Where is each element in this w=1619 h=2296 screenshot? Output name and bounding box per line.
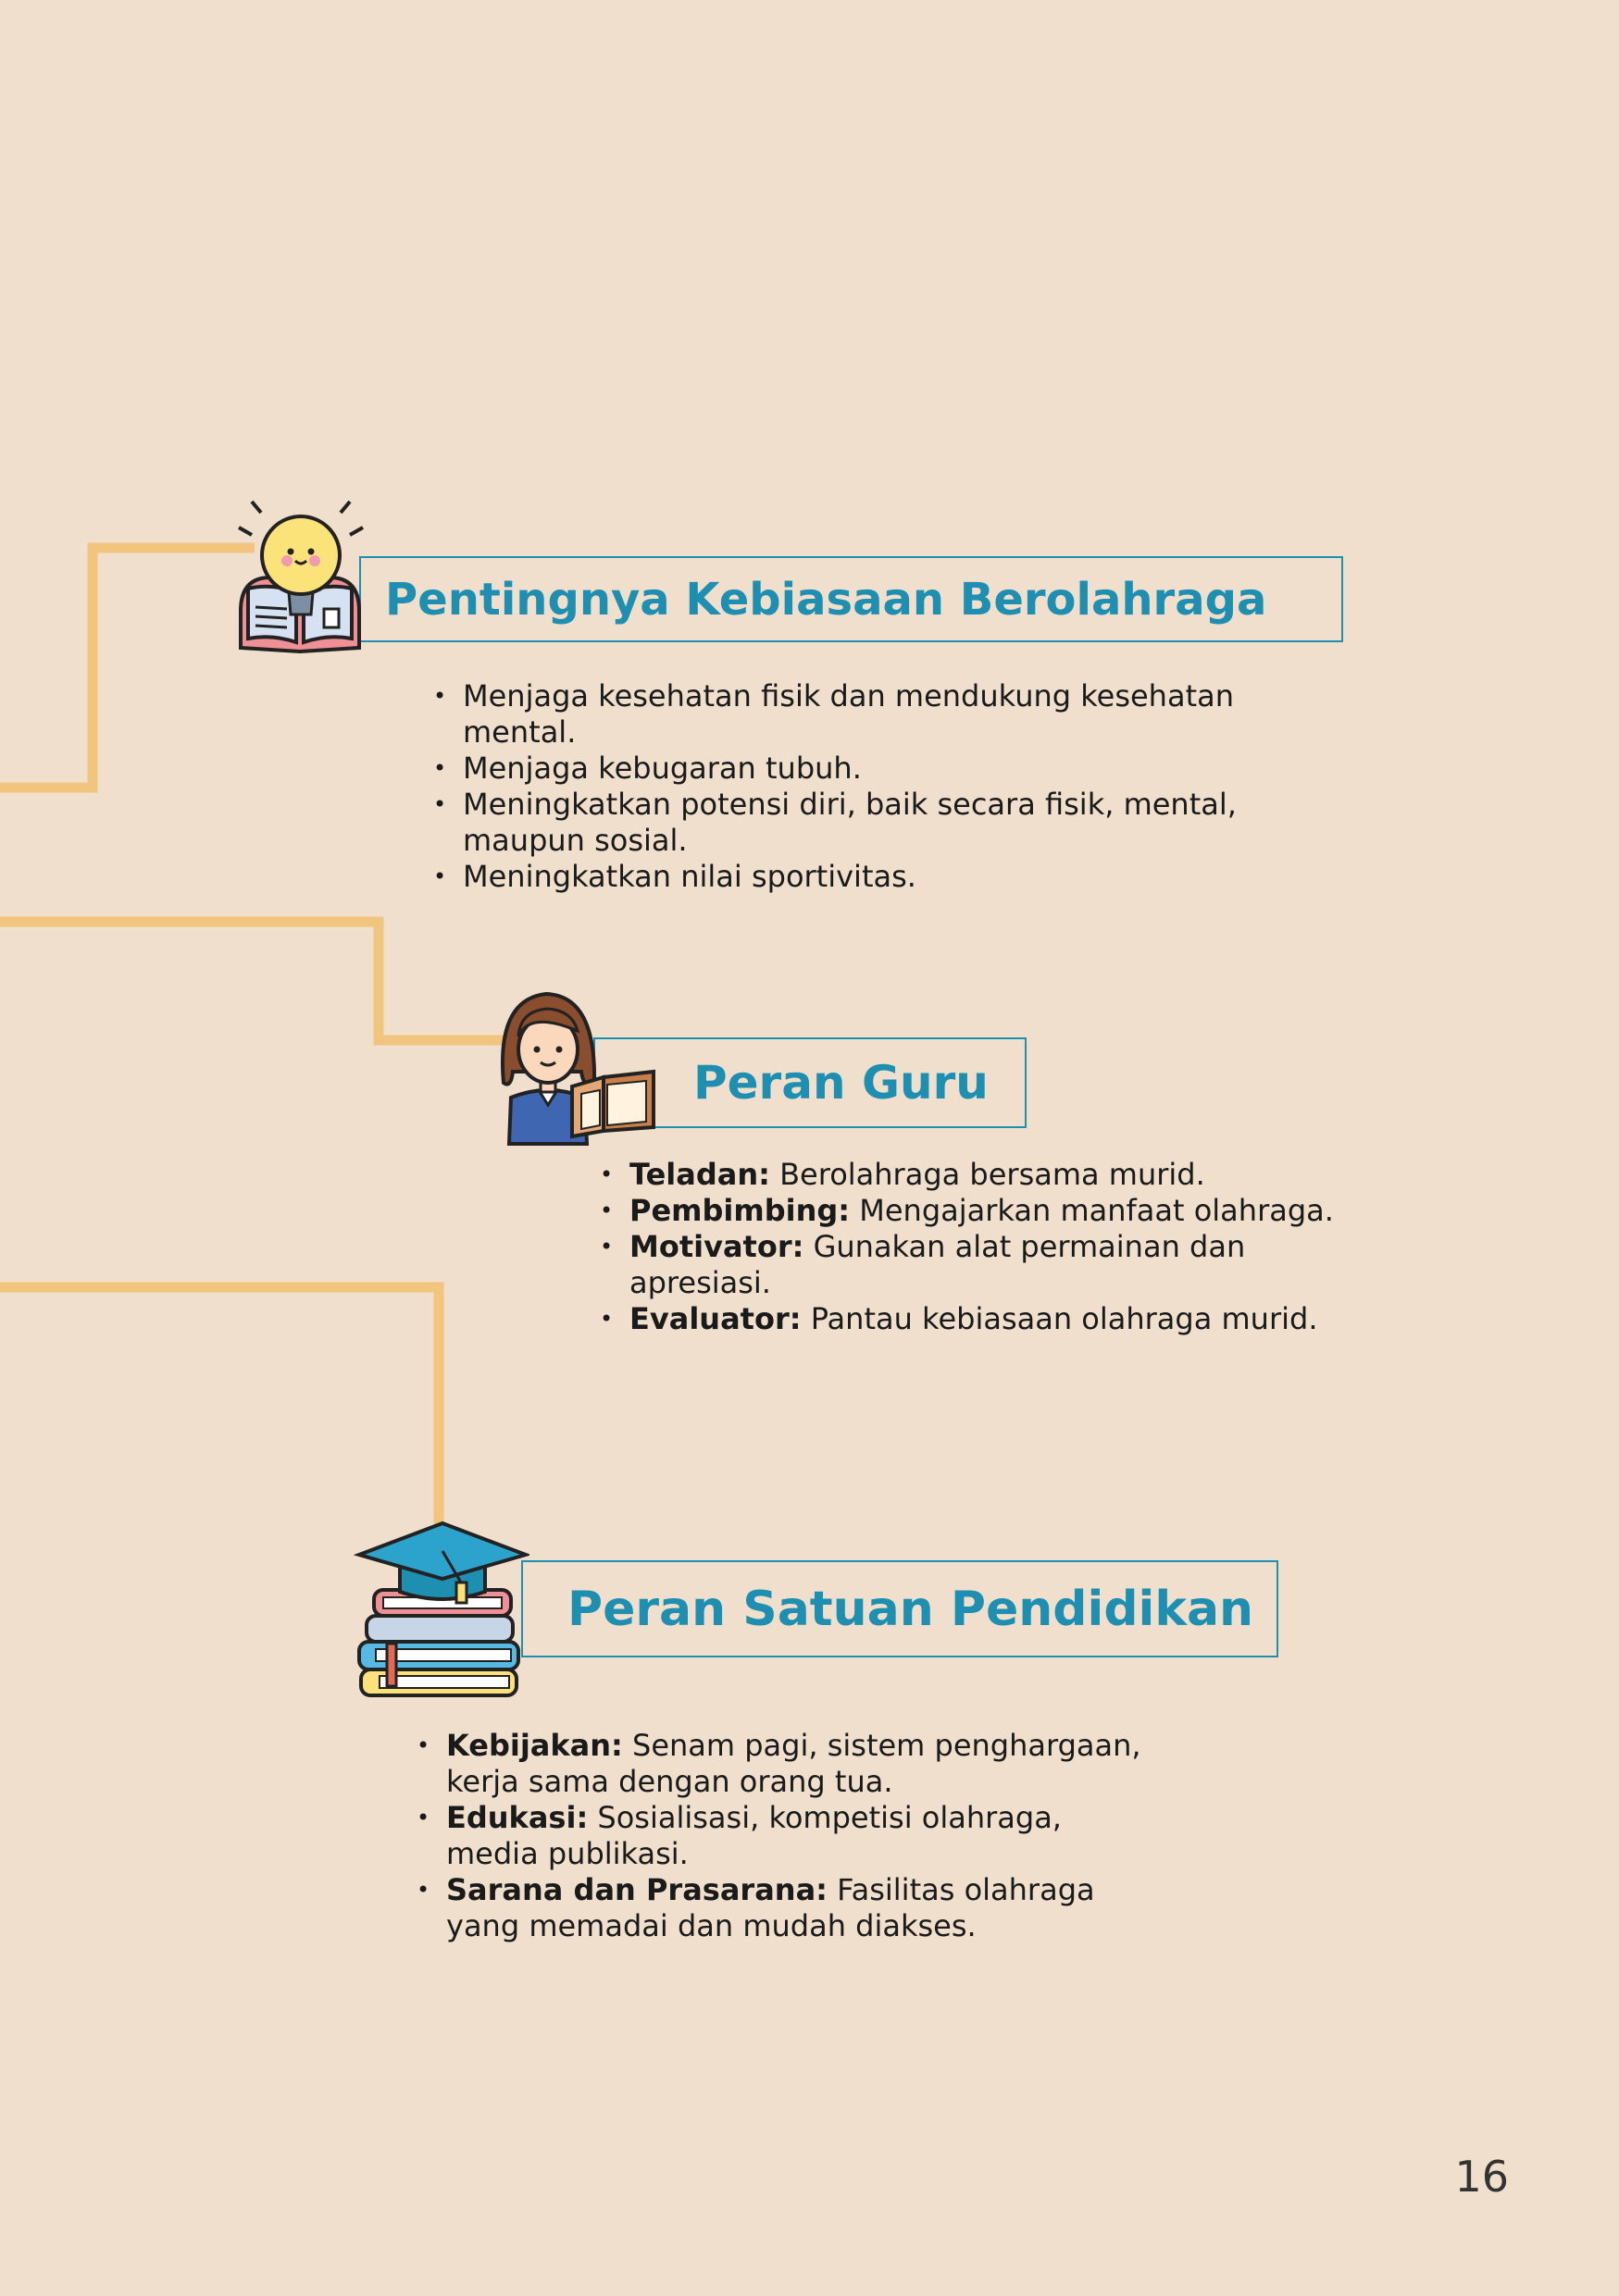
section-2-bullet-1: • Teladan: Berolahraga bersama murid. — [598, 1157, 1334, 1193]
section-1-bullet-4: • Meningkatkan nilai sportivitas. — [431, 859, 1237, 895]
teacher-reading-icon — [492, 987, 661, 1151]
section-1-bullets — [431, 678, 1237, 895]
section-3-bullet-3: • Sarana dan Prasarana: Fasilitas olahraga yang memadai dan mudah diakses. — [415, 1872, 1141, 1944]
section-3-title-box — [521, 1560, 1278, 1657]
section-1-title-box — [359, 556, 1343, 642]
connector-line-3 — [0, 1287, 439, 1527]
section-1-bullet-1: • Menjaga kesehatan fisik dan mendukung kesehatan mental. — [431, 678, 1237, 751]
page-number: 16 — [1454, 2152, 1509, 2202]
section-2-bullet-2: • Pembimbing: Mengajarkan manfaat olahraga. — [598, 1193, 1334, 1229]
section-2-bullet-3: • Motivator: Gunakan alat permainan dan apresiasi. — [598, 1229, 1334, 1301]
section-1-bullet-3: • Meningkatkan potensi diri, baik secara fisik, mental, maupun sosial. — [431, 787, 1237, 859]
lightbulb-book-icon — [233, 500, 367, 657]
section-3-bullet-2: • Edukasi: Sosialisasi, kompetisi olahraga, media publikasi. — [415, 1800, 1141, 1872]
section-1-title: Pentingnya Kebiasaan Berolahraga — [385, 573, 1267, 626]
section-2-bullet-4: • Evaluator: Pantau kebiasaan olahraga murid. — [598, 1301, 1334, 1337]
graduation-books-icon — [354, 1518, 529, 1703]
section-3-bullet-1: • Kebijakan: Senam pagi, sistem penghargaan, kerja sama dengan orang tua. — [415, 1728, 1141, 1800]
section-1-bullet-2: • Menjaga kebugaran tubuh. — [431, 751, 1237, 787]
section-3-bullets — [415, 1728, 1141, 1944]
section-3-title: Peran Satuan Pendidikan — [567, 1581, 1254, 1637]
connector-line-2 — [0, 922, 504, 1040]
section-2-bullets — [598, 1157, 1334, 1337]
section-2-title: Peran Guru — [693, 1056, 989, 1110]
connector-line-1 — [0, 548, 255, 788]
